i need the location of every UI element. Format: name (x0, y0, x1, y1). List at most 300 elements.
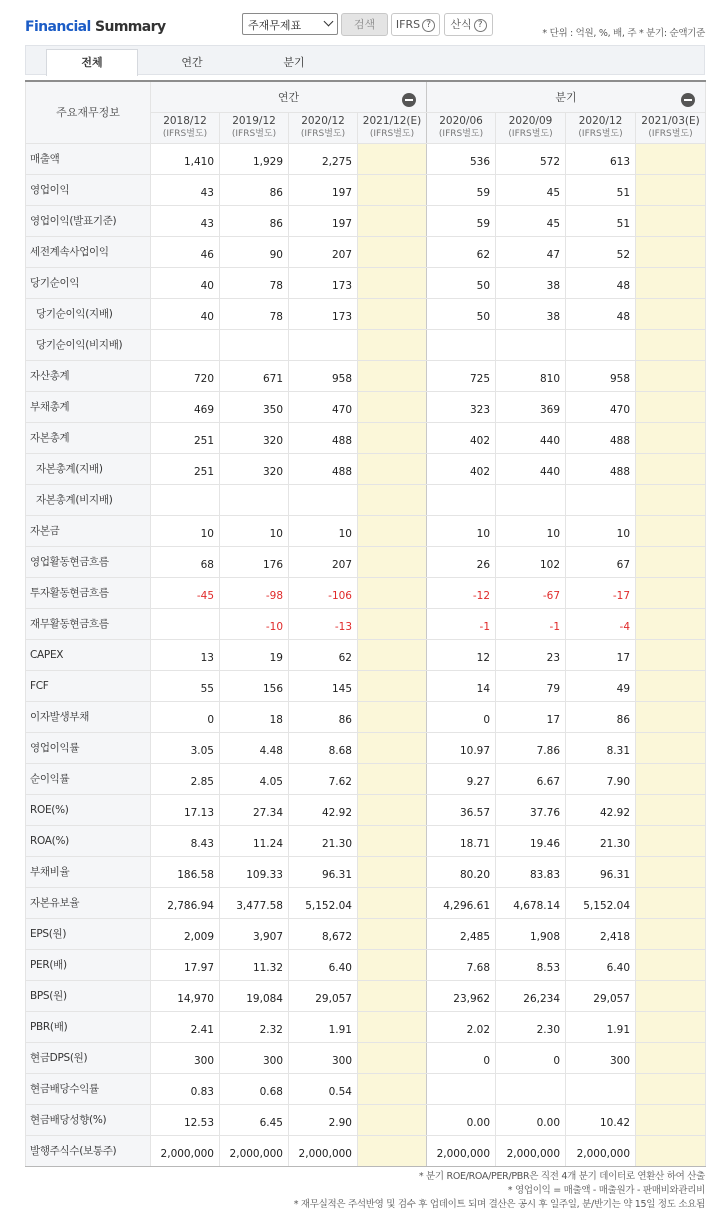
row-label: 자산총계 (26, 360, 151, 391)
period-basis: (IFRS별도) (438, 128, 484, 139)
value-cell (636, 794, 706, 825)
value-cell: 207 (289, 546, 358, 577)
table-row (26, 391, 706, 422)
value-cell: 80.20 (427, 856, 496, 887)
value-cell (358, 1135, 427, 1166)
title-financial: Financial (25, 19, 91, 35)
period-label: 2020/09 (508, 114, 553, 127)
value-cell: 0 (151, 701, 220, 732)
row-label: 당기순이익(지배) (26, 298, 151, 329)
value-cell (496, 1073, 566, 1104)
value-cell: 29,057 (566, 980, 636, 1011)
value-cell: 2,418 (566, 918, 636, 949)
value-cell (358, 1073, 427, 1104)
value-cell: 0.68 (220, 1073, 289, 1104)
value-cell (289, 329, 358, 360)
value-cell: 613 (566, 143, 636, 174)
value-cell: 13 (151, 639, 220, 670)
value-cell (636, 701, 706, 732)
table-row (26, 453, 706, 484)
value-cell: 6.40 (566, 949, 636, 980)
table-row (26, 918, 706, 949)
value-cell (358, 453, 427, 484)
table-row (26, 980, 706, 1011)
value-cell: 145 (289, 670, 358, 701)
value-cell: 83.83 (496, 856, 566, 887)
quarter-group-header (427, 81, 706, 112)
value-cell (358, 422, 427, 453)
row-label: 투자활동현금흐름 (26, 577, 151, 608)
top-bar (0, 0, 721, 44)
value-cell (636, 484, 706, 515)
value-cell: 1.91 (289, 1011, 358, 1042)
value-cell: 323 (427, 391, 496, 422)
table-row (26, 763, 706, 794)
row-label: 순이익률 (26, 763, 151, 794)
value-cell: 469 (151, 391, 220, 422)
table-row (26, 422, 706, 453)
value-cell: 11.24 (220, 825, 289, 856)
value-cell: 42.92 (566, 794, 636, 825)
value-cell (358, 980, 427, 1011)
period-basis: (IFRS별도) (578, 128, 623, 139)
value-cell (358, 949, 427, 980)
value-cell: 8.31 (566, 732, 636, 763)
value-cell: 958 (289, 360, 358, 391)
table-row (26, 701, 706, 732)
value-cell: 251 (151, 422, 220, 453)
value-cell (358, 701, 427, 732)
value-cell: 488 (566, 453, 636, 484)
value-cell: 49 (566, 670, 636, 701)
value-cell: 2.30 (496, 1011, 566, 1042)
row-label: 재무활동현금흐름 (26, 608, 151, 639)
value-cell: 6.40 (289, 949, 358, 980)
collapse-annual-icon[interactable] (402, 93, 416, 107)
table-row (26, 1073, 706, 1104)
value-cell (358, 608, 427, 639)
footnote: * 분기 ROE/ROA/PER/PBR은 직전 4개 분기 데이터로 연환산 하여 산출 (418, 1171, 705, 1182)
period-label: 2020/12 (578, 114, 623, 127)
value-cell: 21.30 (289, 825, 358, 856)
value-cell: 78 (220, 267, 289, 298)
row-label: 현금배당성향(%) (26, 1104, 151, 1135)
value-cell: 8,672 (289, 918, 358, 949)
value-cell: 300 (220, 1042, 289, 1073)
value-cell: 2.32 (220, 1011, 289, 1042)
row-label: 자본유보율 (26, 887, 151, 918)
value-cell: 1,929 (220, 143, 289, 174)
value-cell: 42.92 (289, 794, 358, 825)
value-cell: 300 (566, 1042, 636, 1073)
quarter-group-label: 분기 (555, 90, 577, 104)
value-cell: 7.62 (289, 763, 358, 794)
value-cell: 10.97 (427, 732, 496, 763)
table-row (26, 329, 706, 360)
table-row (26, 143, 706, 174)
period-header (496, 112, 566, 143)
value-cell: 14,970 (151, 980, 220, 1011)
value-cell: 2.85 (151, 763, 220, 794)
value-cell: 350 (220, 391, 289, 422)
annual-group-header (151, 81, 427, 112)
value-cell (358, 546, 427, 577)
value-cell (636, 236, 706, 267)
value-cell (636, 949, 706, 980)
row-label: 당기순이익(비지배) (26, 329, 151, 360)
value-cell: 18 (220, 701, 289, 732)
period-header (427, 112, 496, 143)
value-cell: 109.33 (220, 856, 289, 887)
value-cell: 59 (427, 174, 496, 205)
period-label: 2020/06 (439, 114, 483, 127)
value-cell: 18.71 (427, 825, 496, 856)
table-row (26, 608, 706, 639)
value-cell: 67 (566, 546, 636, 577)
value-cell: 46 (151, 236, 220, 267)
value-cell (358, 515, 427, 546)
value-cell: 51 (566, 174, 636, 205)
value-cell (358, 1042, 427, 1073)
value-cell: 17 (566, 639, 636, 670)
value-cell (636, 360, 706, 391)
row-label: 영업이익 (26, 174, 151, 205)
value-cell (636, 205, 706, 236)
value-cell (496, 329, 566, 360)
value-cell: 2,786.94 (151, 887, 220, 918)
value-cell: 45 (496, 205, 566, 236)
value-cell (636, 1104, 706, 1135)
value-cell: 958 (566, 360, 636, 391)
search-button[interactable]: 검색 (341, 13, 388, 36)
row-label: 세전계속사업이익 (26, 236, 151, 267)
value-cell: 572 (496, 143, 566, 174)
formula-label: 산식 (450, 18, 472, 31)
value-cell (636, 670, 706, 701)
period-label: 2019/12 (232, 114, 276, 127)
value-cell: 38 (496, 298, 566, 329)
table-row (26, 298, 706, 329)
value-cell: 440 (496, 453, 566, 484)
value-cell: 2.41 (151, 1011, 220, 1042)
table-row (26, 1042, 706, 1073)
value-cell: 52 (566, 236, 636, 267)
value-cell: 86 (220, 205, 289, 236)
value-cell: 10 (220, 515, 289, 546)
value-cell: 10.42 (566, 1104, 636, 1135)
value-cell (636, 329, 706, 360)
value-cell (427, 1073, 496, 1104)
value-cell (636, 980, 706, 1011)
value-cell: 10 (151, 515, 220, 546)
value-cell: 6.67 (496, 763, 566, 794)
title-summary: Summary (94, 19, 166, 35)
period-header (220, 112, 289, 143)
value-cell: 86 (220, 174, 289, 205)
value-cell: 11.32 (220, 949, 289, 980)
row-label: 자본총계(지배) (26, 453, 151, 484)
value-cell: 40 (151, 267, 220, 298)
period-tabs (25, 45, 705, 75)
period-basis: (IFRS별도) (369, 128, 415, 139)
row-label: 자본총계 (26, 422, 151, 453)
statement-type-value: 주재무제표 (248, 19, 302, 32)
value-cell (636, 546, 706, 577)
value-cell (636, 887, 706, 918)
value-cell: 7.90 (566, 763, 636, 794)
row-label: EPS(원) (26, 918, 151, 949)
value-cell (427, 329, 496, 360)
value-cell: -98 (220, 577, 289, 608)
value-cell: 48 (566, 267, 636, 298)
value-cell: 26,234 (496, 980, 566, 1011)
value-cell (636, 453, 706, 484)
value-cell: 45 (496, 174, 566, 205)
value-cell: 0.54 (289, 1073, 358, 1104)
period-header (566, 112, 636, 143)
table-row (26, 1011, 706, 1042)
value-cell: 96.31 (289, 856, 358, 887)
table-row (26, 267, 706, 298)
value-cell (636, 856, 706, 887)
value-cell (358, 732, 427, 763)
table-row (26, 360, 706, 391)
period-label: 2021/12(E) (362, 114, 422, 127)
value-cell: 55 (151, 670, 220, 701)
table-row (26, 577, 706, 608)
value-cell: 3.05 (151, 732, 220, 763)
table-row (26, 236, 706, 267)
value-cell (496, 484, 566, 515)
value-cell (151, 329, 220, 360)
financial-table-wrapper (25, 80, 705, 1167)
value-cell: 440 (496, 422, 566, 453)
value-cell: -45 (151, 577, 220, 608)
value-cell: 68 (151, 546, 220, 577)
table-row (26, 887, 706, 918)
unit-note: * 단위 : 억원, %, 배, 주 * 분기: 순액기준 (542, 28, 705, 39)
value-cell (636, 1042, 706, 1073)
value-cell: 488 (289, 453, 358, 484)
value-cell: 1,410 (151, 143, 220, 174)
value-cell (358, 298, 427, 329)
value-cell: 4,296.61 (427, 887, 496, 918)
value-cell: 5,152.04 (289, 887, 358, 918)
table-row (26, 732, 706, 763)
value-cell: 27.34 (220, 794, 289, 825)
value-cell (358, 639, 427, 670)
value-cell: 3,477.58 (220, 887, 289, 918)
value-cell: 470 (289, 391, 358, 422)
value-cell: -67 (496, 577, 566, 608)
value-cell: 0.00 (496, 1104, 566, 1135)
value-cell: 1,908 (496, 918, 566, 949)
value-cell: 2.90 (289, 1104, 358, 1135)
value-cell: 79 (496, 670, 566, 701)
row-label: ROE(%) (26, 794, 151, 825)
annual-group-label: 연간 (277, 90, 300, 104)
value-cell: 51 (566, 205, 636, 236)
value-cell: 8.43 (151, 825, 220, 856)
value-cell: 86 (566, 701, 636, 732)
value-cell (358, 887, 427, 918)
value-cell: 6.45 (220, 1104, 289, 1135)
value-cell (358, 1011, 427, 1042)
value-cell: 86 (289, 701, 358, 732)
ifrs-help-button[interactable] (391, 13, 440, 36)
table-row (26, 205, 706, 236)
value-cell (636, 763, 706, 794)
value-cell: 810 (496, 360, 566, 391)
value-cell (358, 205, 427, 236)
value-cell: 21.30 (566, 825, 636, 856)
tab-quarterly[interactable]: 분기 (283, 56, 305, 69)
value-cell: -12 (427, 577, 496, 608)
value-cell (358, 918, 427, 949)
value-cell (636, 391, 706, 422)
value-cell (636, 608, 706, 639)
value-cell: 19.46 (496, 825, 566, 856)
value-cell: 0 (427, 701, 496, 732)
value-cell: 0.00 (427, 1104, 496, 1135)
value-cell: 186.58 (151, 856, 220, 887)
period-basis: (IFRS별도) (300, 128, 346, 139)
period-basis: (IFRS별도) (162, 128, 208, 139)
value-cell (358, 763, 427, 794)
table-row (26, 546, 706, 577)
value-cell: 26 (427, 546, 496, 577)
value-cell: 536 (427, 143, 496, 174)
value-cell (636, 1073, 706, 1104)
value-cell: -1 (427, 608, 496, 639)
value-cell: 48 (566, 298, 636, 329)
value-cell: 2,000,000 (220, 1135, 289, 1166)
value-cell (358, 236, 427, 267)
value-cell: 59 (427, 205, 496, 236)
value-cell: 38 (496, 267, 566, 298)
value-cell: 470 (566, 391, 636, 422)
tab-annual[interactable]: 연간 (181, 56, 203, 69)
value-cell (358, 267, 427, 298)
value-cell: -10 (220, 608, 289, 639)
value-cell (151, 484, 220, 515)
value-cell: 47 (496, 236, 566, 267)
collapse-quarter-icon[interactable] (681, 93, 695, 107)
value-cell (220, 484, 289, 515)
row-label: 자본금 (26, 515, 151, 546)
value-cell (636, 422, 706, 453)
period-basis: (IFRS별도) (231, 128, 277, 139)
value-cell: 62 (289, 639, 358, 670)
row-label: ROA(%) (26, 825, 151, 856)
row-label: 부채총계 (26, 391, 151, 422)
table-row (26, 174, 706, 205)
value-cell: -13 (289, 608, 358, 639)
value-cell (636, 577, 706, 608)
row-label: FCF (26, 670, 151, 701)
value-cell: 300 (289, 1042, 358, 1073)
statement-type-select[interactable] (242, 13, 338, 35)
value-cell: 671 (220, 360, 289, 391)
value-cell: 0 (496, 1042, 566, 1073)
value-cell: 17.97 (151, 949, 220, 980)
ifrs-label: IFRS (395, 18, 421, 31)
row-label: CAPEX (26, 639, 151, 670)
value-cell: 10 (289, 515, 358, 546)
period-label: 2018/12 (163, 114, 207, 127)
table-row (26, 484, 706, 515)
footnotes (25, 1170, 705, 1212)
value-cell: 10 (427, 515, 496, 546)
value-cell: 720 (151, 360, 220, 391)
value-cell: 2,000,000 (289, 1135, 358, 1166)
value-cell: 5,152.04 (566, 887, 636, 918)
value-cell (566, 329, 636, 360)
row-label: 이자발생부채 (26, 701, 151, 732)
value-cell (358, 360, 427, 391)
footnote: * 영업이익 = 매출액 - 매출원가 - 판매비와관리비 (507, 1185, 705, 1196)
value-cell (358, 670, 427, 701)
value-cell (220, 329, 289, 360)
value-cell: 10 (496, 515, 566, 546)
value-cell: 50 (427, 267, 496, 298)
value-cell (636, 732, 706, 763)
value-cell: -1 (496, 608, 566, 639)
value-cell (636, 825, 706, 856)
row-label: BPS(원) (26, 980, 151, 1011)
value-cell: 50 (427, 298, 496, 329)
period-header (151, 112, 220, 143)
value-cell (358, 143, 427, 174)
table-row (26, 794, 706, 825)
value-cell: 4.05 (220, 763, 289, 794)
value-cell (566, 1073, 636, 1104)
value-cell (358, 1104, 427, 1135)
value-cell: 10 (566, 515, 636, 546)
value-cell (358, 391, 427, 422)
value-cell: 8.53 (496, 949, 566, 980)
value-cell: 1.91 (566, 1011, 636, 1042)
value-cell: 173 (289, 267, 358, 298)
row-label: 영업이익률 (26, 732, 151, 763)
row-label: 당기순이익 (26, 267, 151, 298)
value-cell: 197 (289, 205, 358, 236)
value-cell (151, 608, 220, 639)
value-cell: 43 (151, 174, 220, 205)
value-cell: -4 (566, 608, 636, 639)
value-cell: 197 (289, 174, 358, 205)
period-basis: (IFRS별도) (648, 128, 693, 139)
row-label: 영업이익(발표기준) (26, 205, 151, 236)
period-header (636, 112, 706, 143)
tab-all[interactable]: 전체 (46, 49, 138, 76)
value-cell: 725 (427, 360, 496, 391)
value-cell: 402 (427, 422, 496, 453)
value-cell: 2,000,000 (496, 1135, 566, 1166)
value-cell: 176 (220, 546, 289, 577)
period-label: 2021/03(E) (641, 114, 700, 127)
value-cell: 78 (220, 298, 289, 329)
value-cell: 9.27 (427, 763, 496, 794)
row-label: 현금배당수익률 (26, 1073, 151, 1104)
corner-header: 주요재무정보 (26, 81, 151, 143)
value-cell: 96.31 (566, 856, 636, 887)
row-label: 자본총계(비지배) (26, 484, 151, 515)
formula-help-button[interactable] (444, 13, 493, 36)
value-cell (636, 639, 706, 670)
question-icon: ? (422, 19, 435, 32)
period-basis: (IFRS별도) (508, 128, 553, 139)
